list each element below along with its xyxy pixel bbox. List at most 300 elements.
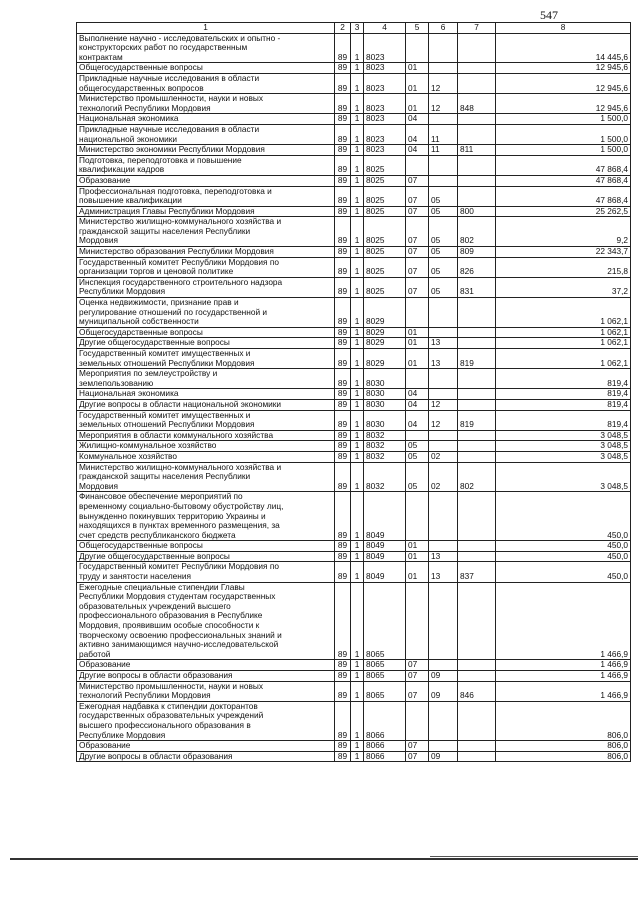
code-cell: 1 (351, 441, 364, 452)
amount-cell: 450,0 (496, 492, 631, 541)
subsection-cell (429, 298, 458, 328)
amount-cell: 12 945,6 (496, 73, 631, 93)
ministry-code-cell: 848 (458, 94, 496, 114)
table-row (77, 217, 631, 247)
code-cell: 89 (335, 73, 351, 93)
code-cell: 1 (351, 124, 364, 144)
target-code-cell: 8030 (364, 389, 406, 400)
code-cell: 89 (335, 430, 351, 441)
section-cell: 04 (406, 389, 429, 400)
code-cell: 1 (351, 399, 364, 410)
target-code-cell: 8029 (364, 327, 406, 338)
description-cell: Прикладные научные исследования в области общегосударственных вопросов (77, 73, 335, 93)
ministry-code-cell (458, 369, 496, 389)
code-cell: 89 (335, 145, 351, 156)
budget-table (76, 22, 631, 762)
target-code-cell: 8030 (364, 410, 406, 430)
code-cell: 89 (335, 441, 351, 452)
code-cell: 89 (335, 741, 351, 752)
subsection-cell: 13 (429, 551, 458, 562)
amount-cell: 14 445,6 (496, 33, 631, 63)
target-code-cell: 8025 (364, 277, 406, 297)
description-cell: Ежегодная надбавка к стипендии докторантов государственных образовательных учреждений высшего профессионального образования в Республике Мордовия (77, 701, 335, 740)
description-cell: Финансовое обеспечение мероприятий по временному социально-бытовому обустройству лиц, вынужденно покинувших территорию Украины и находящихся в пунктах временного размещения, за счет средств республиканского бюджета (77, 492, 335, 541)
code-cell: 1 (351, 94, 364, 114)
target-code-cell: 8066 (364, 701, 406, 740)
amount-cell: 450,0 (496, 541, 631, 552)
section-cell (406, 701, 429, 740)
target-code-cell: 8049 (364, 541, 406, 552)
code-cell: 1 (351, 33, 364, 63)
code-cell: 89 (335, 155, 351, 175)
amount-cell: 3 048,5 (496, 451, 631, 462)
header-cell: 8 (496, 23, 631, 34)
table-row (77, 562, 631, 582)
section-cell: 05 (406, 441, 429, 452)
section-cell: 07 (406, 671, 429, 682)
table-row (77, 175, 631, 186)
code-cell: 1 (351, 451, 364, 462)
subsection-cell (429, 63, 458, 74)
description-cell: Инспекция государственного строительного надзора Республики Мордовия (77, 277, 335, 297)
ministry-code-cell: 811 (458, 145, 496, 156)
section-cell: 04 (406, 145, 429, 156)
target-code-cell: 8065 (364, 671, 406, 682)
section-cell: 04 (406, 399, 429, 410)
amount-cell: 1 500,0 (496, 145, 631, 156)
amount-cell: 215,8 (496, 257, 631, 277)
subsection-cell (429, 582, 458, 660)
ministry-code-cell (458, 33, 496, 63)
table-row (77, 751, 631, 762)
code-cell: 1 (351, 175, 364, 186)
subsection-cell: 05 (429, 277, 458, 297)
table-row (77, 681, 631, 701)
subsection-cell: 13 (429, 338, 458, 349)
table-row (77, 114, 631, 125)
code-cell: 1 (351, 492, 364, 541)
table-row (77, 327, 631, 338)
ministry-code-cell (458, 751, 496, 762)
header-cell: 6 (429, 23, 458, 34)
description-cell: Другие вопросы в области образования (77, 671, 335, 682)
code-cell: 89 (335, 492, 351, 541)
subsection-cell (429, 741, 458, 752)
code-cell: 1 (351, 206, 364, 217)
ministry-code-cell: 846 (458, 681, 496, 701)
table-row (77, 277, 631, 297)
section-cell: 07 (406, 660, 429, 671)
code-cell: 89 (335, 327, 351, 338)
code-cell: 89 (335, 751, 351, 762)
section-cell: 01 (406, 327, 429, 338)
table-row (77, 701, 631, 740)
section-cell: 07 (406, 681, 429, 701)
description-cell: Другие общегосударственные вопросы (77, 551, 335, 562)
amount-cell: 25 262,5 (496, 206, 631, 217)
amount-cell: 37,2 (496, 277, 631, 297)
subsection-cell: 11 (429, 145, 458, 156)
code-cell: 1 (351, 114, 364, 125)
code-cell: 89 (335, 701, 351, 740)
code-cell: 1 (351, 73, 364, 93)
amount-cell: 819,4 (496, 389, 631, 400)
code-cell: 89 (335, 681, 351, 701)
code-cell: 89 (335, 410, 351, 430)
code-cell: 1 (351, 217, 364, 247)
amount-cell: 9,2 (496, 217, 631, 247)
section-cell: 01 (406, 562, 429, 582)
amount-cell: 450,0 (496, 551, 631, 562)
ministry-code-cell (458, 701, 496, 740)
target-code-cell: 8030 (364, 399, 406, 410)
amount-cell: 1 062,1 (496, 327, 631, 338)
subsection-cell (429, 369, 458, 389)
code-cell: 89 (335, 462, 351, 492)
header-cell: 7 (458, 23, 496, 34)
amount-cell: 22 343,7 (496, 247, 631, 258)
description-cell: Профессиональная подготовка, переподготовка и повышение квалификации (77, 186, 335, 206)
target-code-cell: 8025 (364, 217, 406, 247)
description-cell: Администрация Главы Республики Мордовия (77, 206, 335, 217)
code-cell: 1 (351, 562, 364, 582)
code-cell: 1 (351, 741, 364, 752)
section-cell: 01 (406, 551, 429, 562)
target-code-cell: 8030 (364, 369, 406, 389)
description-cell: Прикладные научные исследования в области национальной экономики (77, 124, 335, 144)
code-cell: 1 (351, 63, 364, 74)
description-cell: Министерство промышленности, науки и новых технологий Республики Мордовия (77, 94, 335, 114)
bottom-rule (10, 858, 638, 860)
code-cell: 89 (335, 338, 351, 349)
ministry-code-cell (458, 327, 496, 338)
table-row (77, 186, 631, 206)
table-row (77, 660, 631, 671)
ministry-code-cell: 809 (458, 247, 496, 258)
subsection-cell: 05 (429, 206, 458, 217)
section-cell: 07 (406, 206, 429, 217)
section-cell: 07 (406, 175, 429, 186)
description-cell: Образование (77, 741, 335, 752)
amount-cell: 1 062,1 (496, 349, 631, 369)
description-cell: Министерство жилищно-коммунального хозяйства и гражданской защиты населения Республики Мордовия (77, 217, 335, 247)
header-cell: 2 (335, 23, 351, 34)
subsection-cell (429, 430, 458, 441)
description-cell: Министерство жилищно-коммунального хозяйства и гражданской защиты населения Республики Мордовия (77, 462, 335, 492)
section-cell: 04 (406, 114, 429, 125)
table-row (77, 492, 631, 541)
table-row (77, 551, 631, 562)
code-cell: 1 (351, 671, 364, 682)
table-row (77, 73, 631, 93)
ministry-code-cell (458, 389, 496, 400)
table-row (77, 63, 631, 74)
code-cell: 1 (351, 701, 364, 740)
section-cell: 07 (406, 186, 429, 206)
target-code-cell: 8023 (364, 114, 406, 125)
code-cell: 89 (335, 206, 351, 217)
ministry-code-cell (458, 73, 496, 93)
code-cell: 1 (351, 338, 364, 349)
code-cell: 89 (335, 114, 351, 125)
subsection-cell (429, 33, 458, 63)
target-code-cell: 8066 (364, 751, 406, 762)
amount-cell: 1 466,9 (496, 681, 631, 701)
description-cell: Другие вопросы в области национальной экономики (77, 399, 335, 410)
code-cell: 89 (335, 369, 351, 389)
section-cell: 05 (406, 462, 429, 492)
table-row (77, 33, 631, 63)
target-code-cell: 8025 (364, 186, 406, 206)
section-cell (406, 33, 429, 63)
description-cell: Образование (77, 175, 335, 186)
ministry-code-cell (458, 541, 496, 552)
section-cell (406, 298, 429, 328)
code-cell: 1 (351, 430, 364, 441)
amount-cell: 806,0 (496, 751, 631, 762)
section-cell: 01 (406, 73, 429, 93)
description-cell: Оценка недвижимости, признание прав и регулирование отношений по государственной и муниципальной собственности (77, 298, 335, 328)
code-cell: 89 (335, 562, 351, 582)
section-cell: 07 (406, 257, 429, 277)
subsection-cell (429, 389, 458, 400)
subsection-cell: 02 (429, 462, 458, 492)
code-cell: 89 (335, 247, 351, 258)
amount-cell: 1 466,9 (496, 582, 631, 660)
ministry-code-cell: 837 (458, 562, 496, 582)
section-cell: 07 (406, 277, 429, 297)
code-cell: 89 (335, 298, 351, 328)
amount-cell: 806,0 (496, 701, 631, 740)
ministry-code-cell (458, 114, 496, 125)
table-row (77, 741, 631, 752)
target-code-cell: 8023 (364, 73, 406, 93)
section-cell: 01 (406, 338, 429, 349)
description-cell: Общегосударственные вопросы (77, 327, 335, 338)
ministry-code-cell (458, 430, 496, 441)
ministry-code-cell: 802 (458, 217, 496, 247)
subsection-cell: 05 (429, 217, 458, 247)
target-code-cell: 8029 (364, 298, 406, 328)
description-cell: Национальная экономика (77, 114, 335, 125)
subsection-cell (429, 327, 458, 338)
section-cell: 04 (406, 124, 429, 144)
code-cell: 1 (351, 541, 364, 552)
section-cell: 07 (406, 217, 429, 247)
section-cell: 01 (406, 349, 429, 369)
code-cell: 89 (335, 124, 351, 144)
code-cell: 1 (351, 369, 364, 389)
subsection-cell (429, 441, 458, 452)
description-cell: Образование (77, 660, 335, 671)
subsection-cell (429, 660, 458, 671)
code-cell: 89 (335, 671, 351, 682)
table-row (77, 338, 631, 349)
target-code-cell: 8065 (364, 681, 406, 701)
ministry-code-cell: 831 (458, 277, 496, 297)
target-code-cell: 8025 (364, 257, 406, 277)
table-row (77, 155, 631, 175)
target-code-cell: 8023 (364, 124, 406, 144)
amount-cell: 47 868,4 (496, 186, 631, 206)
code-cell: 89 (335, 186, 351, 206)
target-code-cell: 8049 (364, 551, 406, 562)
header-cell: 1 (77, 23, 335, 34)
subsection-cell: 13 (429, 562, 458, 582)
code-cell: 1 (351, 660, 364, 671)
description-cell: Государственный комитет Республики Мордовия по организации торгов и ценовой политике (77, 257, 335, 277)
table-body (77, 23, 631, 762)
amount-cell: 819,4 (496, 399, 631, 410)
subsection-cell: 05 (429, 257, 458, 277)
code-cell: 1 (351, 410, 364, 430)
subsection-cell: 12 (429, 399, 458, 410)
target-code-cell: 8023 (364, 63, 406, 74)
ministry-code-cell (458, 451, 496, 462)
code-cell: 1 (351, 751, 364, 762)
target-code-cell: 8066 (364, 741, 406, 752)
subsection-cell: 09 (429, 681, 458, 701)
description-cell: Жилищно-коммунальное хозяйство (77, 441, 335, 452)
section-cell: 07 (406, 247, 429, 258)
subsection-cell: 09 (429, 751, 458, 762)
amount-cell: 47 868,4 (496, 175, 631, 186)
code-cell: 89 (335, 33, 351, 63)
target-code-cell: 8032 (364, 451, 406, 462)
description-cell: Национальная экономика (77, 389, 335, 400)
amount-cell: 12 945,6 (496, 63, 631, 74)
table-row (77, 671, 631, 682)
code-cell: 89 (335, 349, 351, 369)
table-row (77, 349, 631, 369)
header-cell: 3 (351, 23, 364, 34)
table-row (77, 257, 631, 277)
target-code-cell: 8029 (364, 338, 406, 349)
code-cell: 1 (351, 257, 364, 277)
amount-cell: 1 500,0 (496, 124, 631, 144)
code-cell: 89 (335, 175, 351, 186)
code-cell: 89 (335, 399, 351, 410)
ministry-code-cell: 802 (458, 462, 496, 492)
target-code-cell: 8049 (364, 562, 406, 582)
ministry-code-cell (458, 155, 496, 175)
description-cell: Коммунальное хозяйство (77, 451, 335, 462)
code-cell: 1 (351, 349, 364, 369)
target-code-cell: 8032 (364, 462, 406, 492)
code-cell: 89 (335, 582, 351, 660)
table-row (77, 430, 631, 441)
table-row (77, 369, 631, 389)
ministry-code-cell (458, 671, 496, 682)
table-row (77, 145, 631, 156)
target-code-cell: 8032 (364, 430, 406, 441)
ministry-code-cell (458, 298, 496, 328)
amount-cell: 1 062,1 (496, 298, 631, 328)
table-row (77, 206, 631, 217)
ministry-code-cell (458, 338, 496, 349)
code-cell: 89 (335, 257, 351, 277)
target-code-cell: 8029 (364, 349, 406, 369)
amount-cell: 1 466,9 (496, 660, 631, 671)
ministry-code-cell (458, 582, 496, 660)
description-cell: Министерство экономики Республики Мордовия (77, 145, 335, 156)
ministry-code-cell (458, 186, 496, 206)
ministry-code-cell: 826 (458, 257, 496, 277)
subsection-cell (429, 701, 458, 740)
subsection-cell (429, 492, 458, 541)
table-row (77, 441, 631, 452)
description-cell: Мероприятия по землеустройству и землепользованию (77, 369, 335, 389)
ministry-code-cell (458, 741, 496, 752)
code-cell: 89 (335, 551, 351, 562)
amount-cell: 3 048,5 (496, 430, 631, 441)
code-cell: 1 (351, 327, 364, 338)
description-cell: Общегосударственные вопросы (77, 541, 335, 552)
code-cell: 89 (335, 94, 351, 114)
code-cell: 89 (335, 451, 351, 462)
description-cell: Выполнение научно - исследовательских и опытно - конструкторских работ по государственным контрактам (77, 33, 335, 63)
target-code-cell: 8049 (364, 492, 406, 541)
section-cell: 01 (406, 94, 429, 114)
code-cell: 89 (335, 277, 351, 297)
table-row (77, 298, 631, 328)
code-cell: 1 (351, 277, 364, 297)
section-cell: 01 (406, 541, 429, 552)
target-code-cell: 8023 (364, 145, 406, 156)
section-cell (406, 492, 429, 541)
target-code-cell: 8023 (364, 33, 406, 63)
ministry-code-cell: 819 (458, 349, 496, 369)
amount-cell: 1 466,9 (496, 671, 631, 682)
ministry-code-cell: 800 (458, 206, 496, 217)
table-row (77, 582, 631, 660)
description-cell: Мероприятия в области коммунального хозяйства (77, 430, 335, 441)
section-cell (406, 155, 429, 175)
section-cell (406, 430, 429, 441)
code-cell: 1 (351, 681, 364, 701)
amount-cell: 819,4 (496, 369, 631, 389)
code-cell: 1 (351, 155, 364, 175)
target-code-cell: 8025 (364, 206, 406, 217)
code-cell: 89 (335, 660, 351, 671)
ministry-code-cell (458, 63, 496, 74)
code-cell: 1 (351, 186, 364, 206)
description-cell: Ежегодные специальные стипендии Главы Республики Мордовия студентам государственных образовательных учреждений высшего профессионального образования в Республике Мордовия, проявившим особые способности к творческому освоению профессиональных знаний и активно занимающимся научно-исследовательской работой (77, 582, 335, 660)
table-row (77, 124, 631, 144)
code-cell: 89 (335, 63, 351, 74)
ministry-code-cell (458, 492, 496, 541)
description-cell: Другие вопросы в области образования (77, 751, 335, 762)
table-row (77, 451, 631, 462)
subsection-cell: 09 (429, 671, 458, 682)
table-row (77, 399, 631, 410)
amount-cell: 1 062,1 (496, 338, 631, 349)
code-cell: 1 (351, 298, 364, 328)
description-cell: Государственный комитет Республики Мордовия по труду и занятости населения (77, 562, 335, 582)
header-cell: 5 (406, 23, 429, 34)
description-cell: Другие общегосударственные вопросы (77, 338, 335, 349)
amount-cell: 806,0 (496, 741, 631, 752)
section-cell: 05 (406, 451, 429, 462)
subsection-cell: 11 (429, 124, 458, 144)
section-cell (406, 582, 429, 660)
table-row (77, 462, 631, 492)
section-cell: 04 (406, 410, 429, 430)
description-cell: Министерство промышленности, науки и новых технологий Республики Мордовия (77, 681, 335, 701)
amount-cell: 12 945,6 (496, 94, 631, 114)
target-code-cell: 8025 (364, 247, 406, 258)
amount-cell: 819,4 (496, 410, 631, 430)
